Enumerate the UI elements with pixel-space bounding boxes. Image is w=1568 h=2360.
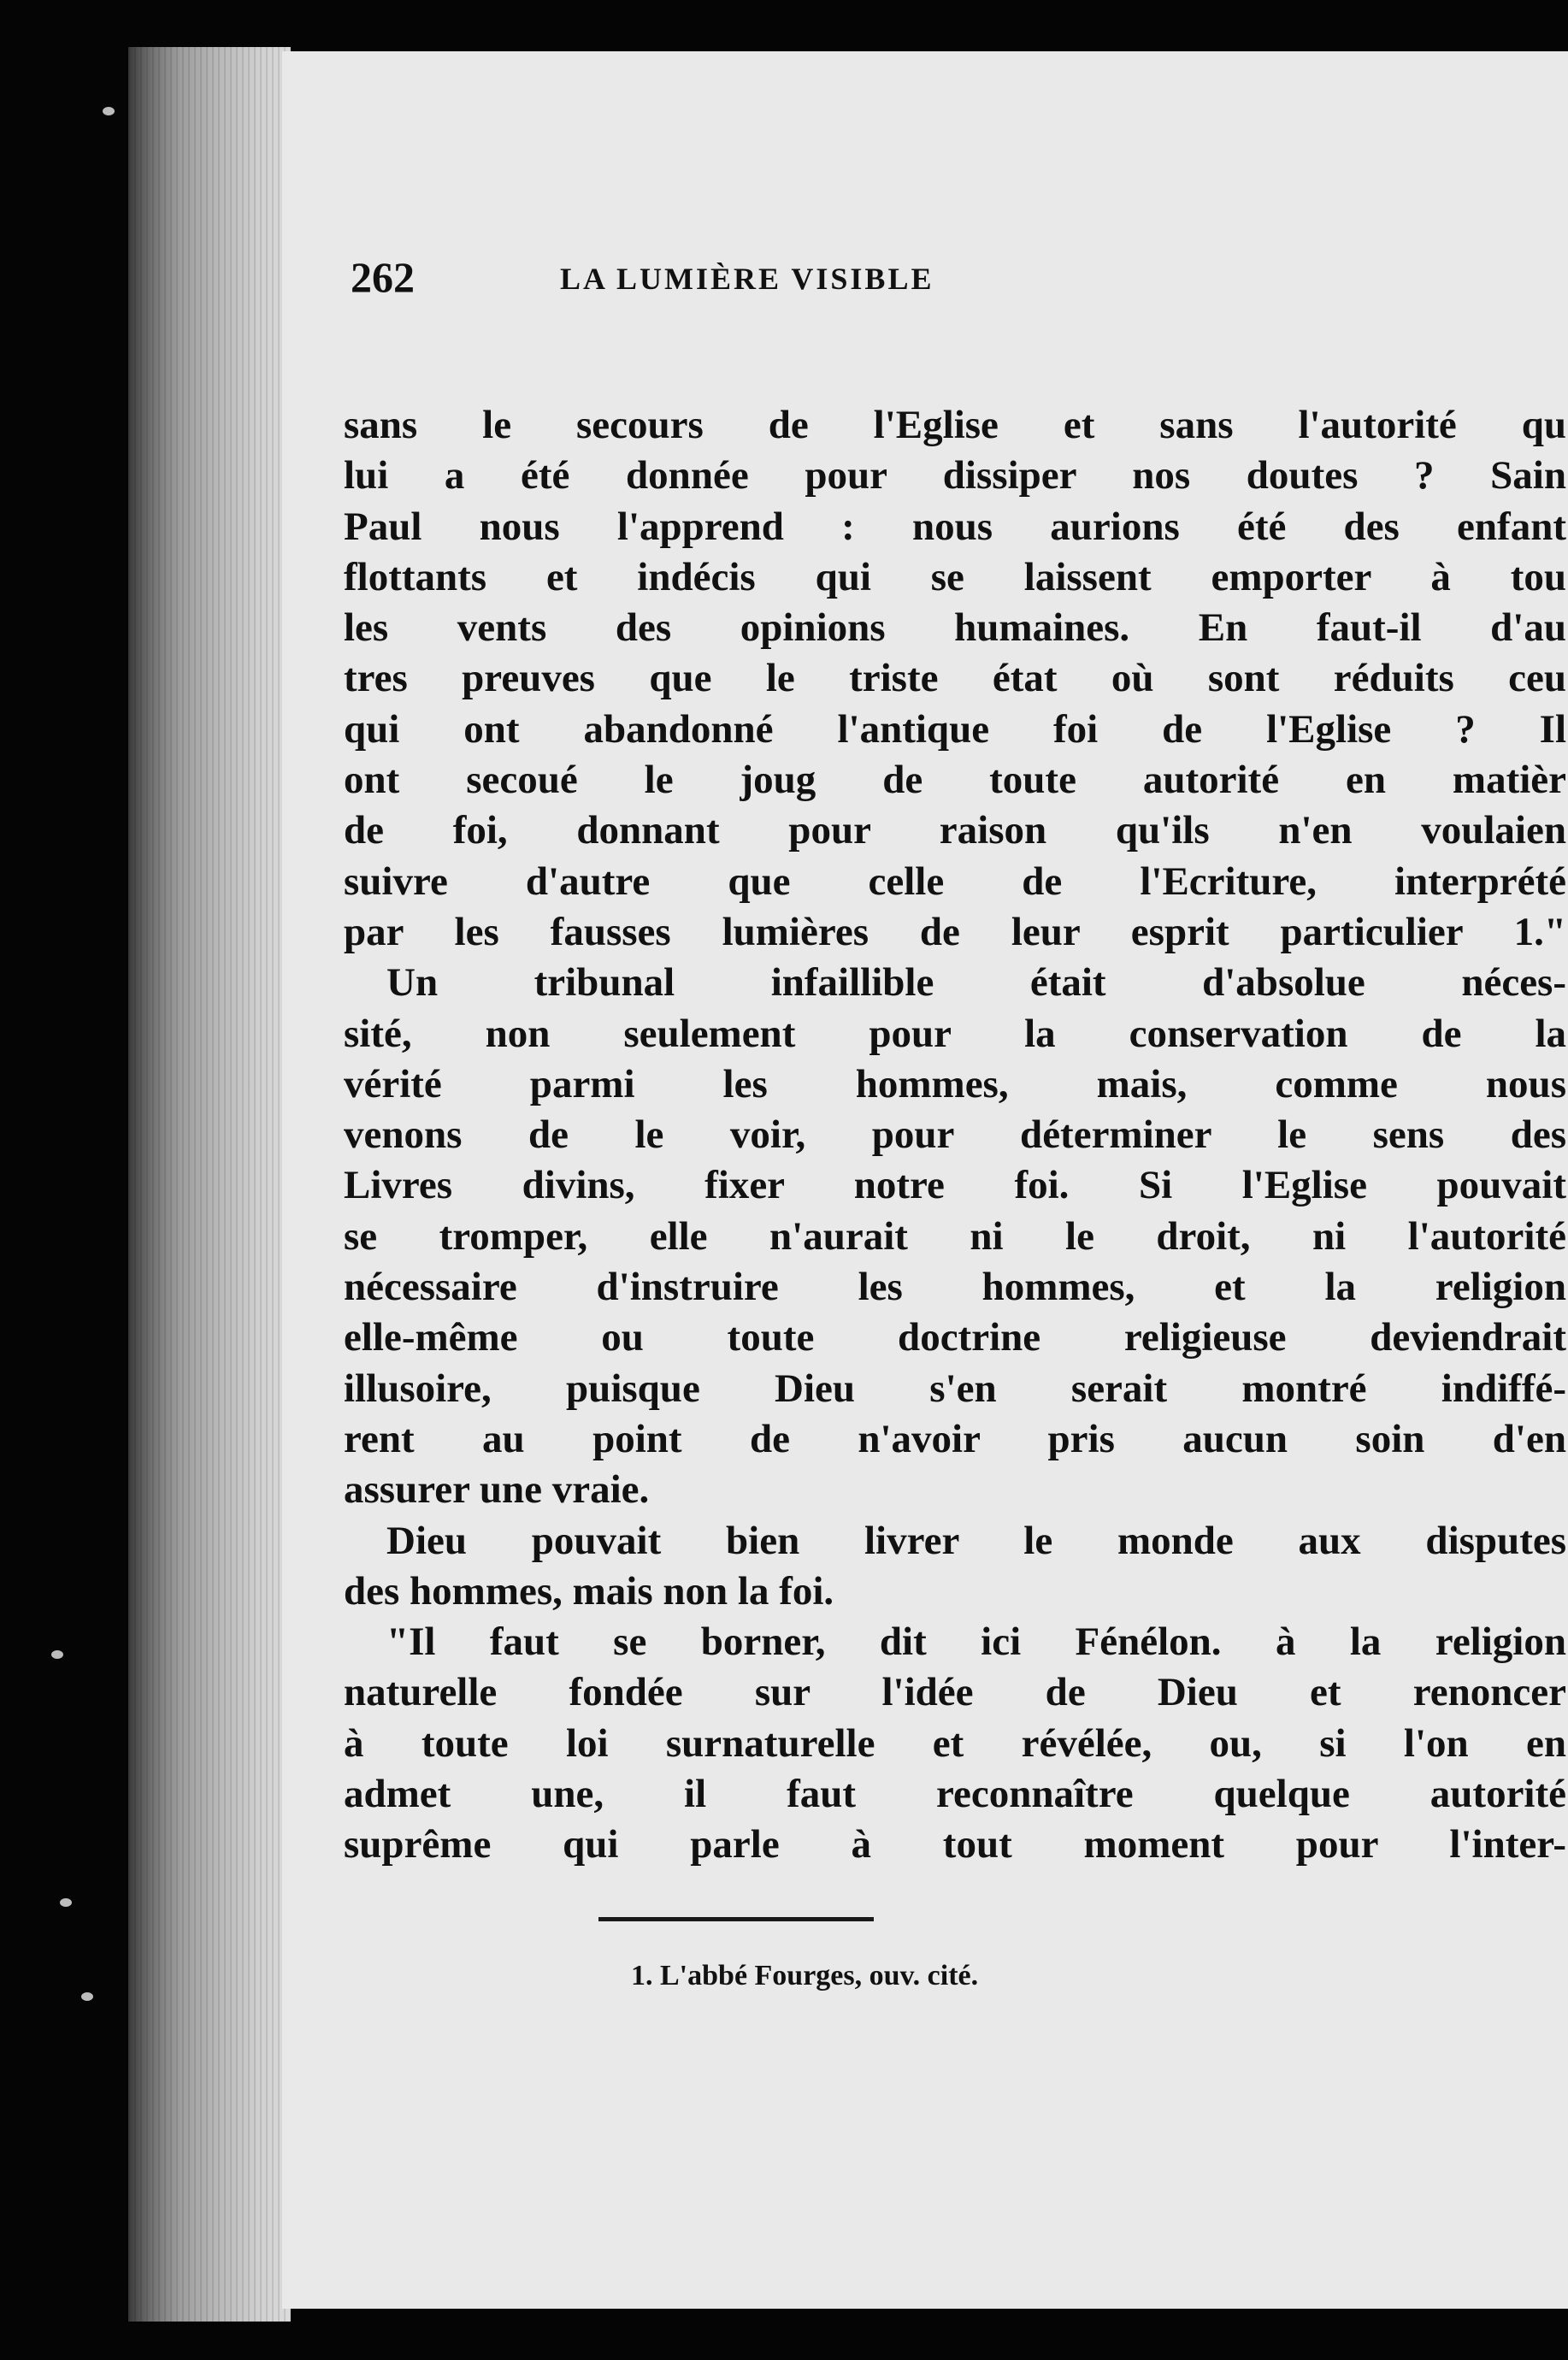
dust-speck	[103, 107, 115, 115]
page-number: 262	[351, 253, 415, 301]
text-line: venons de le voir, pour déterminer le sens des	[344, 1112, 1566, 1158]
body-text	[344, 400, 1568, 1956]
text-line: les vents des opinions humaines. En faut-il d'au	[344, 605, 1566, 651]
page-header	[351, 252, 1419, 312]
text-line: assurer une vraie.	[344, 1467, 650, 1513]
text-line: nécessaire d'instruire les hommes, et la religion	[344, 1265, 1566, 1310]
text-line: elle-même ou toute doctrine religieuse deviendrait	[344, 1315, 1566, 1360]
text-line: des hommes, mais non la foi.	[344, 1568, 834, 1614]
text-line: rent au point de n'avoir pris aucun soin d'en	[344, 1416, 1566, 1461]
text-line: vérité parmi les hommes, mais, comme nous	[344, 1061, 1566, 1106]
dust-speck	[51, 1650, 63, 1659]
dust-speck	[81, 1992, 93, 2001]
text-line: Dieu pouvait bien livrer le monde aux disputes	[386, 1518, 1566, 1563]
text-line: admet une, il faut reconnaître quelque autorité	[344, 1772, 1566, 1817]
text-line: ont secoué le joug de toute autorité en matièr	[344, 758, 1566, 803]
text-line: suprême qui parle à tout moment pour l'inter-	[344, 1822, 1566, 1867]
text-line: Paul nous l'apprend : nous aurions été des enfant	[344, 504, 1566, 549]
text-line: flottants et indécis qui se laissent emporter à tou	[344, 554, 1566, 599]
text-line: "Il faut se borner, dit ici Fénélon. à la religion	[386, 1620, 1566, 1665]
text-line: qui ont abandonné l'antique foi de l'Eglise ? Il	[344, 706, 1566, 752]
book-page-edge	[128, 47, 291, 2322]
text-line: sans le secours de l'Eglise et sans l'autorité qu	[344, 403, 1566, 447]
text-line: sité, non seulement pour la conservation de la	[344, 1011, 1566, 1056]
footnote: 1. L'abbé Fourges, ouv. cité.	[631, 1960, 979, 1991]
dust-speck	[60, 1898, 72, 1907]
text-line: de foi, donnant pour raison qu'ils n'en voulaien	[344, 808, 1566, 853]
footnote-rule	[598, 1917, 874, 1921]
text-line: suivre d'autre que celle de l'Ecriture, interprété	[344, 858, 1566, 904]
running-title: LA LUMIÈRE VISIBLE	[560, 262, 934, 296]
text-line: se tromper, elle n'aurait ni le droit, ni l'autorité	[344, 1213, 1566, 1259]
text-line: lui a été donnée pour dissiper nos doutes ? Sain	[344, 453, 1566, 499]
text-line: à toute loi surnaturelle et révélée, ou, si l'on en	[344, 1720, 1566, 1766]
text-line: Livres divins, fixer notre foi. Si l'Eglise pouvait	[344, 1163, 1566, 1208]
text-line: tres preuves que le triste état où sont réduits ceu	[344, 656, 1566, 701]
text-line: naturelle fondée sur l'idée de Dieu et renoncer	[344, 1670, 1566, 1715]
text-line: Un tribunal infaillible était d'absolue néces-	[386, 960, 1566, 1006]
text-line: illusoire, puisque Dieu s'en serait montré indiffé-	[344, 1366, 1566, 1411]
text-line: par les fausses lumières de leur esprit particulier 1."	[344, 909, 1566, 954]
